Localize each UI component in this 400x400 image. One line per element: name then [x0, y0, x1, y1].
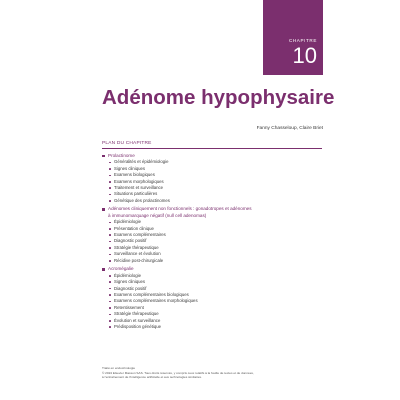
dot-bullet-icon — [109, 294, 111, 296]
plan-item-text: Examens complémentaires — [114, 232, 166, 238]
chapter-label: CHAPITRE — [288, 38, 317, 43]
plan-item-text: Signes cliniques — [114, 279, 146, 285]
plan-item-text: Évolution et surveillance — [114, 317, 161, 323]
plan-section-title — [102, 206, 322, 219]
dot-bullet-icon — [109, 241, 111, 243]
plan-section-title-text: Adénomes cliniquement non fonctionnels : gonadotropes et adénomes — [108, 206, 252, 212]
plan-items — [102, 219, 322, 264]
dot-bullet-icon — [109, 228, 111, 230]
plan-item — [102, 198, 322, 204]
plan-section-title-text: Acromégalie — [108, 266, 134, 272]
plan-items — [102, 159, 322, 204]
dot-bullet-icon — [109, 175, 111, 177]
dot-bullet-icon — [109, 326, 111, 328]
dot-bullet-icon — [109, 288, 111, 290]
dot-bullet-icon — [109, 200, 111, 202]
footer-line: à l'entraînement de l'intelligence artificielle et aux technologies similaires. — [102, 375, 202, 380]
dot-bullet-icon — [109, 281, 111, 283]
plan-item-text: Examens morphologiques — [114, 178, 164, 184]
plan-item-text: Généralités et épidémiologie — [114, 159, 169, 165]
plan-item-text: Situations particulières — [114, 191, 158, 197]
plan-item-text: Examens complémentaires morphologiques — [114, 298, 198, 304]
dot-bullet-icon — [109, 307, 111, 309]
plan-item-text: Signes cliniques — [114, 165, 146, 171]
plan-item-text: Stratégie thérapeutique — [114, 244, 159, 250]
chapter-title: Adénome hypophysaire — [102, 86, 335, 109]
page-footer — [102, 366, 322, 380]
dot-bullet-icon — [109, 234, 111, 236]
chapter-plan — [102, 141, 322, 333]
dot-bullet-icon — [109, 187, 111, 189]
dot-bullet-icon — [109, 314, 111, 316]
plan-section-title-text-line2: à immunomarquage négatif (null cell adenomas) — [108, 212, 207, 218]
plan-header: PLAN DU CHAPITRE — [102, 141, 322, 149]
plan-item-text: Récidive post-chirurgicale — [114, 257, 164, 263]
dot-bullet-icon — [109, 254, 111, 256]
plan-item-text: Examens biologiques — [114, 172, 155, 178]
square-bullet-icon — [102, 268, 105, 271]
plan-item-text: Stratégie thérapeutique — [114, 311, 159, 317]
plan-item — [102, 258, 322, 264]
plan-item-text: Génétique des prolactinomes — [114, 197, 170, 203]
dot-bullet-icon — [109, 222, 111, 224]
dot-bullet-icon — [109, 162, 111, 164]
dot-bullet-icon — [109, 301, 111, 303]
chapter-badge — [263, 0, 323, 75]
footer-line: Traité en endocrinologie — [102, 366, 136, 370]
plan-item-text: Diagnostic positif — [114, 238, 147, 244]
plan-item-text: Présentation clinique — [114, 225, 154, 231]
dot-bullet-icon — [109, 181, 111, 183]
plan-item-text: Examens complémentaires biologiques — [114, 291, 189, 297]
dot-bullet-icon — [109, 260, 111, 262]
square-bullet-icon — [102, 155, 105, 158]
plan-section-adenomes-non-fonctionnels — [102, 206, 322, 264]
chapter-number: 10 — [292, 43, 317, 68]
plan-item-text: Épidémiologie — [114, 219, 141, 225]
plan-section-prolactinome — [102, 153, 322, 204]
plan-section-acromegalie — [102, 266, 322, 330]
dot-bullet-icon — [109, 247, 111, 249]
dot-bullet-icon — [109, 320, 111, 322]
plan-item-text: Surveillance et évolution — [114, 251, 161, 257]
chapter-authors: Fanny Chasseloup, Claire Briet — [256, 126, 323, 131]
dot-bullet-icon — [109, 168, 111, 170]
footer-line: © 2024 Elsevier Masson SAS. Tous droits réservés, y compris ceux relatifs à la fouille de textes et de données, — [102, 370, 254, 375]
square-bullet-icon — [102, 208, 105, 211]
plan-item-text: Prédisposition génétique — [114, 323, 162, 329]
plan-items — [102, 273, 322, 331]
plan-item-text: Retentissement — [114, 304, 144, 310]
dot-bullet-icon — [109, 194, 111, 196]
plan-item-text: Épidémiologie — [114, 272, 141, 278]
plan-item-text: Diagnostic positif — [114, 285, 147, 291]
plan-item-text: Traitement et surveillance — [114, 185, 164, 191]
plan-item — [102, 324, 322, 330]
dot-bullet-icon — [109, 275, 111, 277]
plan-section-title-text: Prolactinome — [108, 153, 135, 158]
